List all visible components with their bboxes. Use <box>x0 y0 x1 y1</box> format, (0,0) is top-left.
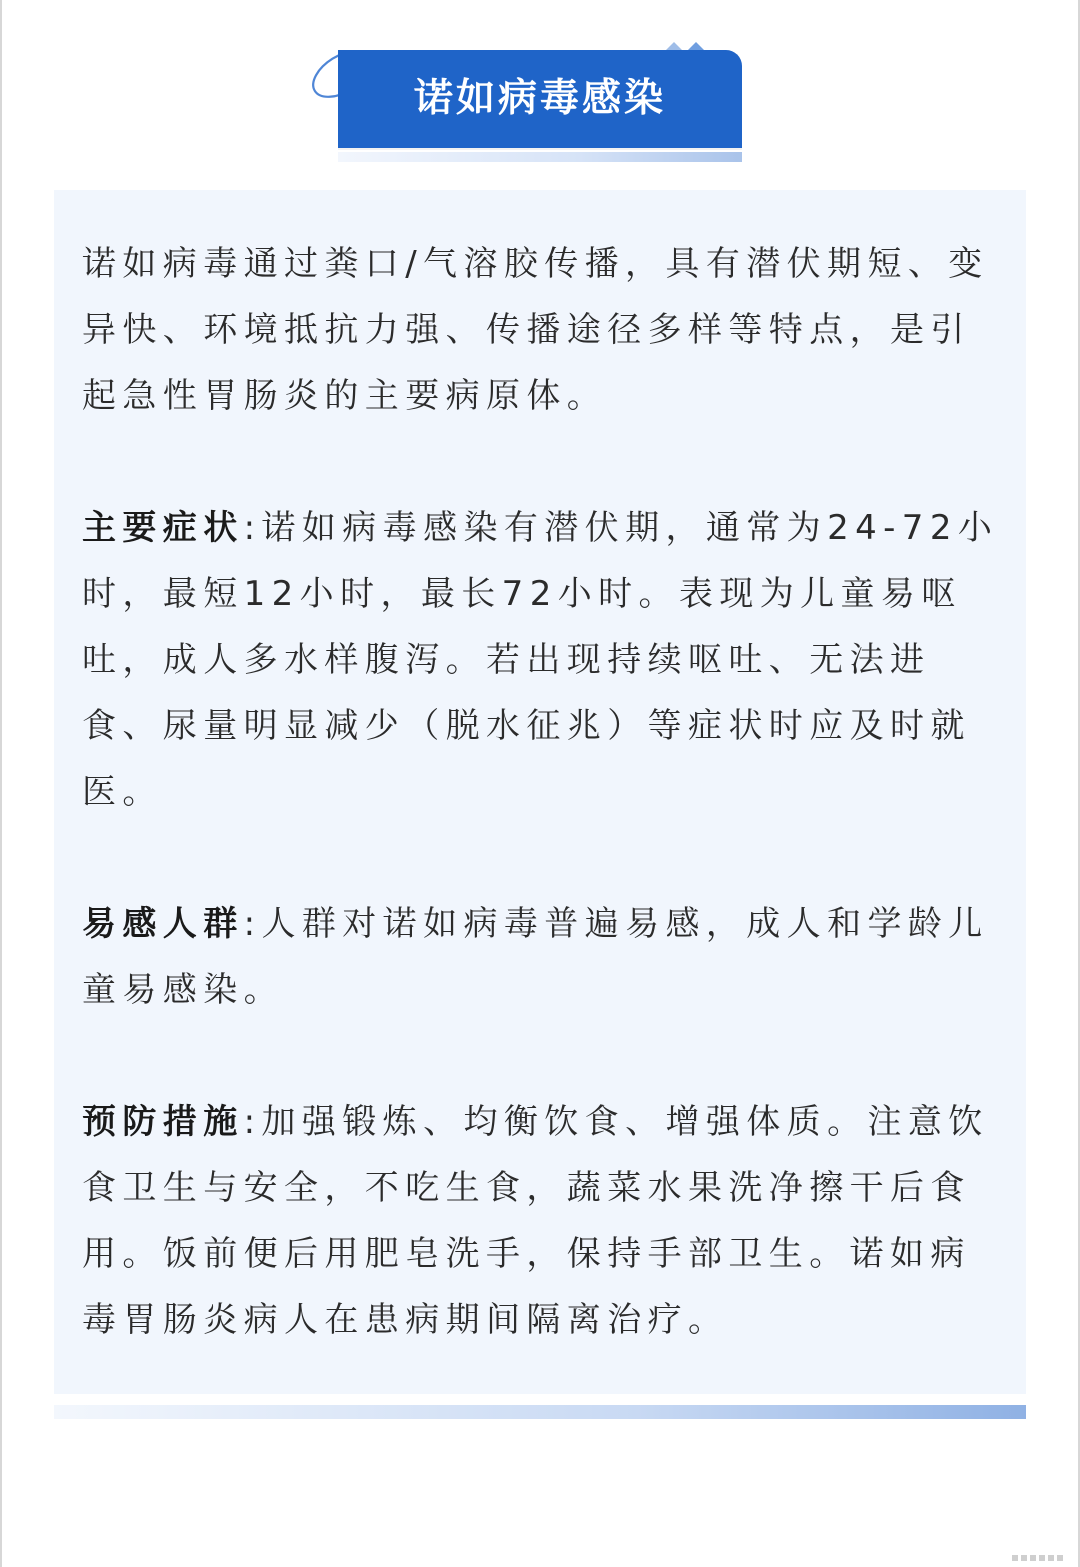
section-label: 主要症状 <box>82 508 244 548</box>
title-underbar <box>338 152 742 162</box>
section-prevention <box>82 1089 1002 1353</box>
page-title: 诺如病毒感染 <box>413 76 666 121</box>
title-badge <box>300 28 760 178</box>
section-text: :诺如病毒感染有潜伏期，通常为24-72小时，最短12小时，最长72小时。表现为儿童易呕吐，成人多水样腹泻。若出现持续呕吐、无法进食、尿量明显减少（脱水征兆）等症状时应及时就医。 <box>82 508 999 812</box>
page-border-left <box>0 0 2 1567</box>
section-label: 预防措施 <box>82 1102 244 1142</box>
section-symptoms <box>82 495 1002 825</box>
section-susceptible <box>82 891 1002 1023</box>
panel-bottom-bar <box>54 1405 1026 1419</box>
intro-paragraph: 诺如病毒通过粪口/气溶胶传播，具有潜伏期短、变异快、环境抵抗力强、传播途径多样等特点，是引起急性胃肠炎的主要病原体。 <box>82 244 989 416</box>
watermark-dots-icon <box>1012 1555 1072 1561</box>
section-text: :加强锻炼、均衡饮食、增强体质。注意饮食卫生与安全，不吃生食，蔬菜水果洗净擦干后食用。饭前便后用肥皂洗手，保持手部卫生。诺如病毒胃肠炎病人在患病期间隔离治疗。 <box>82 1102 989 1340</box>
section-text: :人群对诺如病毒普遍易感，成人和学龄儿童易感染。 <box>82 904 989 1010</box>
section-label: 易感人群 <box>82 904 244 944</box>
